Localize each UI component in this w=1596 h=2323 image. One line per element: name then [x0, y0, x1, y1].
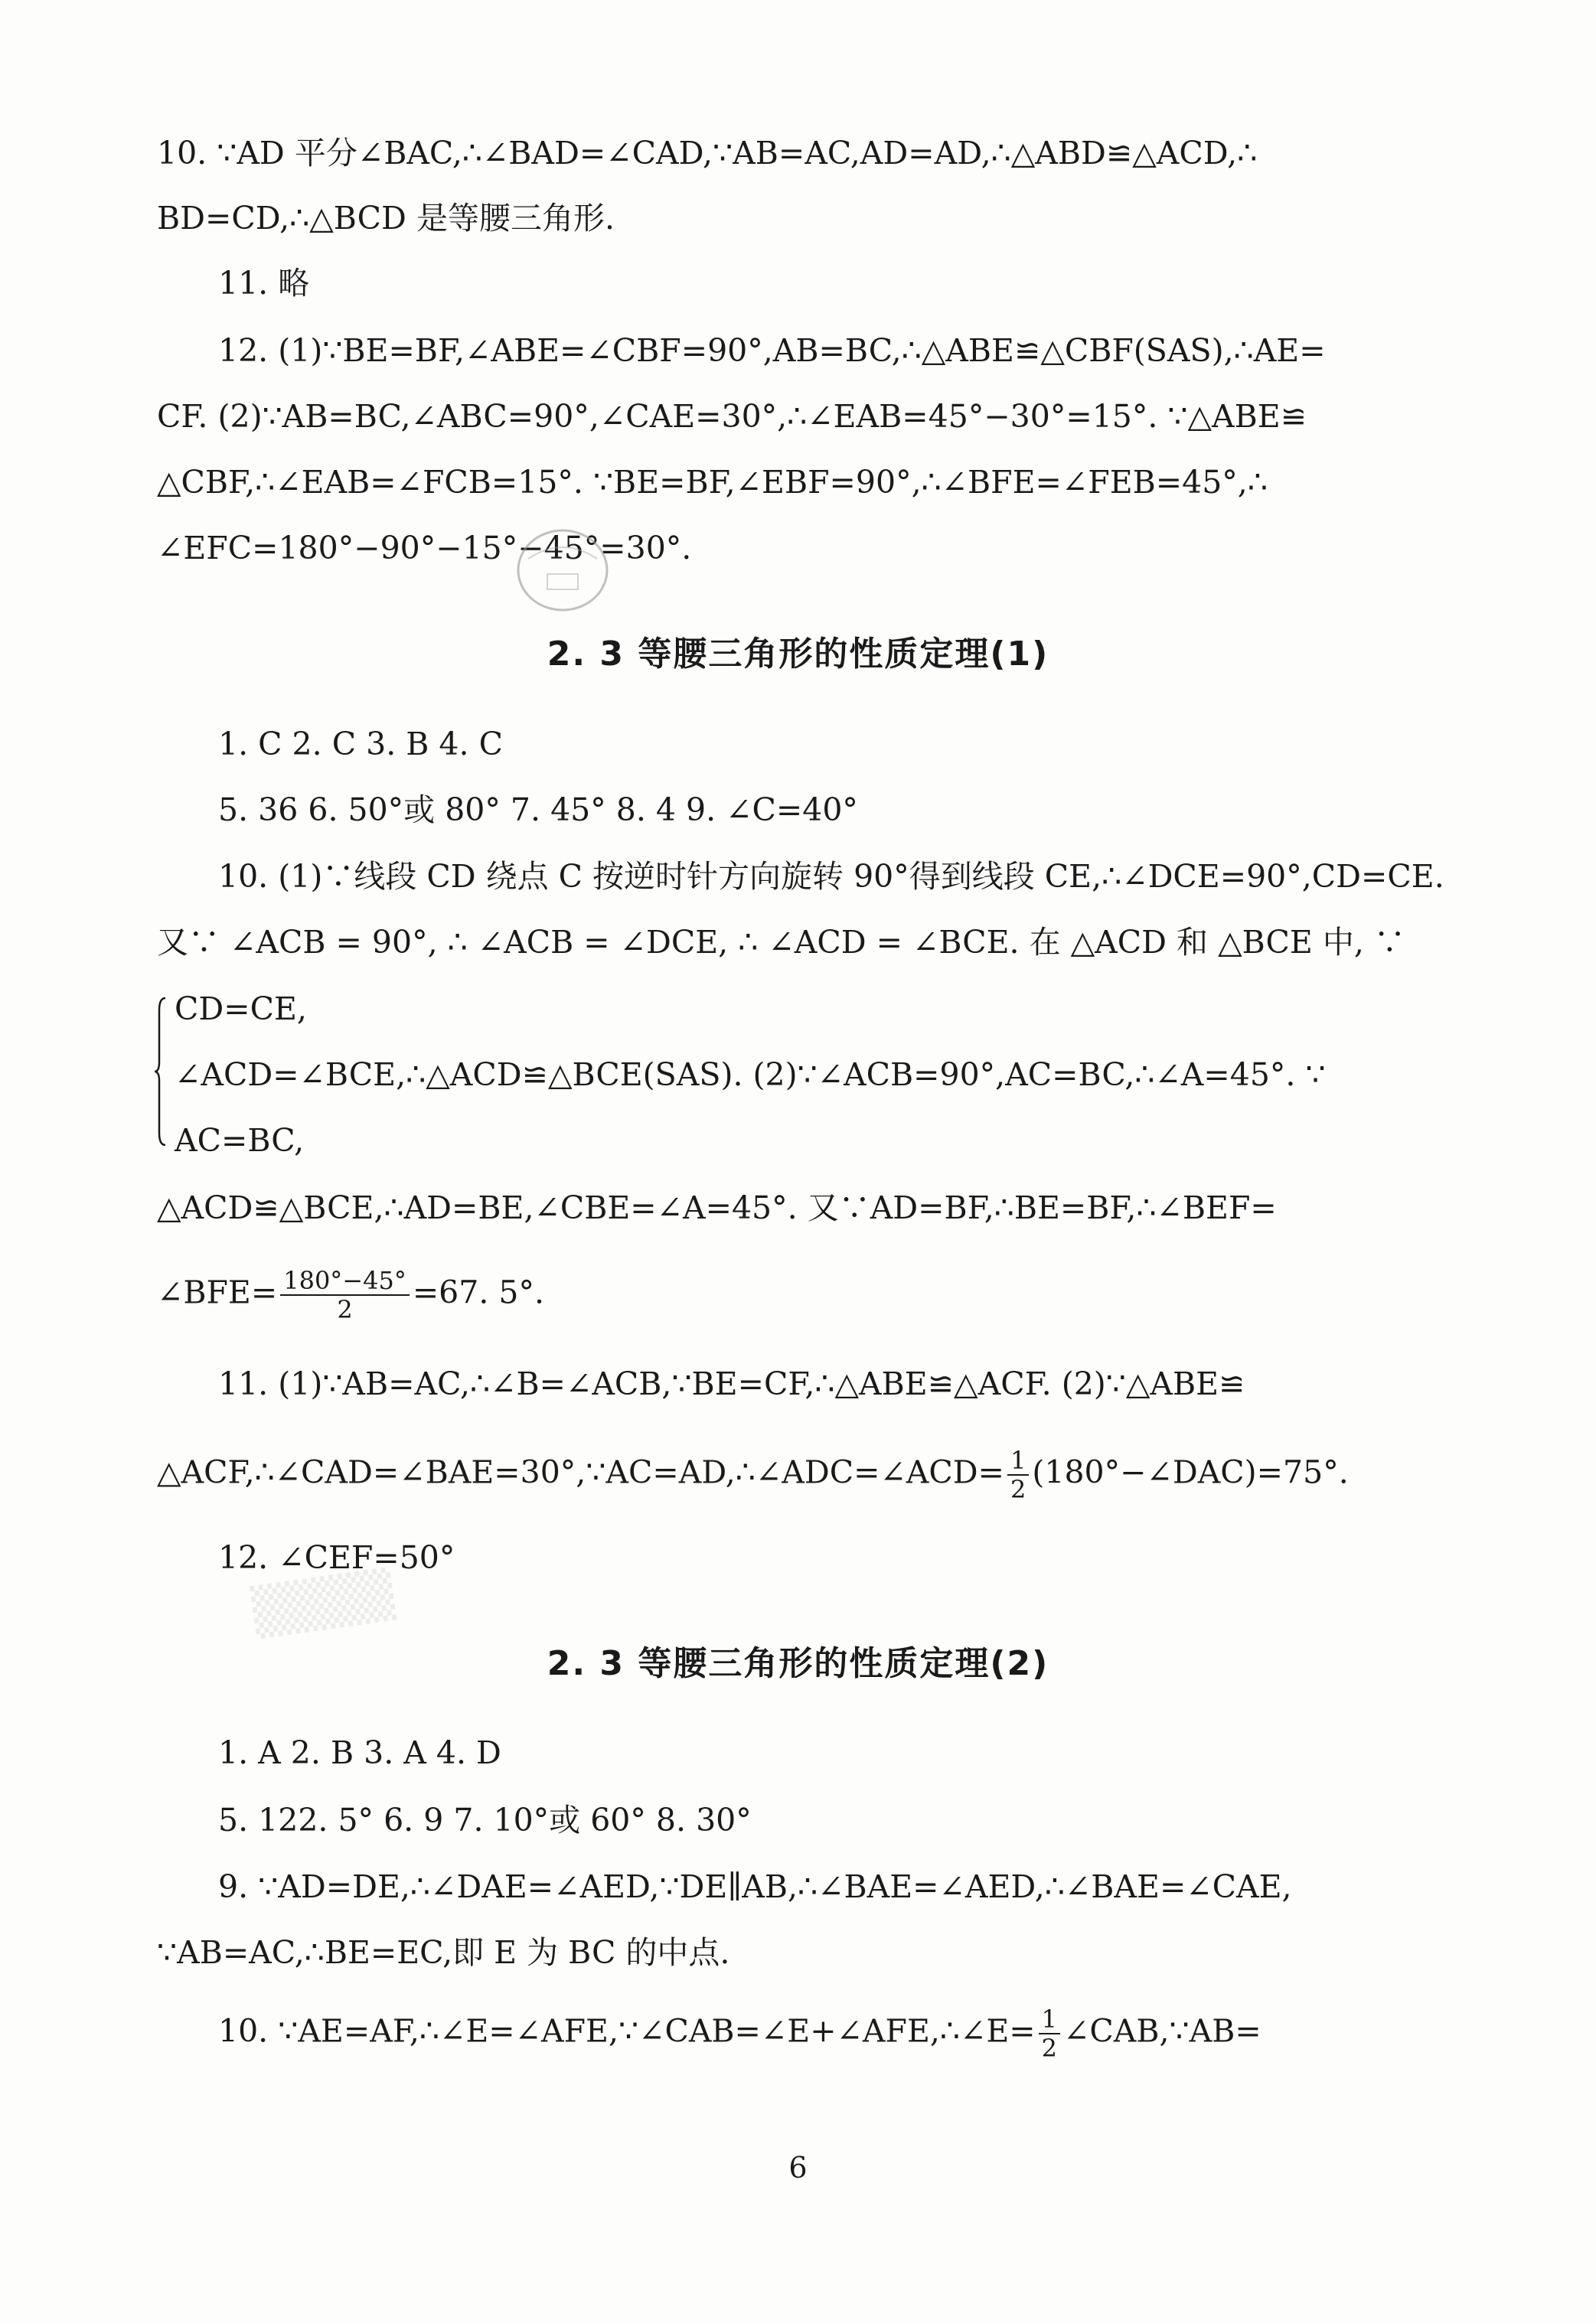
- section-title-1: 2. 3 等腰三角形的性质定理(1): [547, 635, 1049, 674]
- section1-answer-11-line-1: 11. (1)∵AB=AC,∴∠B=∠ACB,∵BE=CF,∴△ABE≌△ACF. (2)∵△ABE≌: [218, 1365, 1245, 1402]
- section1-answer-12: 12. ∠CEF=50°: [218, 1539, 455, 1576]
- brace-line-3: AC=BC,: [175, 1122, 305, 1159]
- left-brace: [153, 995, 168, 1148]
- section1-answers-5-9: 5. 36 6. 50°或 80° 7. 45° 8. 4 9. ∠C=40°: [218, 791, 858, 828]
- fraction-numerator: 1: [1039, 2005, 1060, 2034]
- section2-answers-1-4: 1. A 2. B 3. A 4. D: [218, 1734, 501, 1771]
- fraction-numerator: 1: [1007, 1447, 1029, 1476]
- line-4-prefix: ∠BFE=: [157, 1274, 278, 1311]
- section1-answer-10-line-3: △ACD≌△BCE,∴AD=BE,∠CBE=∠A=45°. 又∵AD=BF,∴BE=BF,∴∠BEF=: [157, 1189, 1277, 1226]
- section1-answer-10-line-4: [157, 1267, 1489, 1323]
- section1-answer-10-line-2: 又∵ ∠ACB = 90°, ∴ ∠ACB = ∠DCE, ∴ ∠ACD = ∠BCE. 在 △ACD 和 △BCE 中, ∵: [157, 924, 1405, 961]
- publisher-stamp-image: [513, 520, 612, 620]
- section1-answers-1-4: 1. C 2. C 3. B 4. C: [218, 726, 503, 762]
- line-2-prefix: △ACF,∴∠CAD=∠BAE=30°,∵AC=AD,∴∠ADC=∠ACD=: [157, 1454, 1004, 1491]
- page-number: 6: [788, 2151, 808, 2184]
- answer-12-line-1: 12. (1)∵BE=BF,∠ABE=∠CBF=90°,AB=BC,∴△ABE≌△CBF(SAS),∴AE=: [218, 332, 1326, 369]
- section-title-2: 2. 3 等腰三角形的性质定理(2): [547, 1644, 1049, 1683]
- watermark-image: ▒▒▒▒: [250, 1567, 397, 1640]
- fraction: [1039, 2005, 1060, 2062]
- line-prefix: 10. ∵AE=AF,∴∠E=∠AFE,∵∠CAB=∠E+∠AFE,∴∠E=: [218, 2012, 1036, 2050]
- brace-line-2: ∠ACD=∠BCE,∴△ACD≌△BCE(SAS). (2)∵∠ACB=90°,AC=BC,∴∠A=45°. ∵: [175, 1056, 1326, 1093]
- section2-answers-5-8: 5. 122. 5° 6. 9 7. 10°或 60° 8. 30°: [218, 1802, 752, 1838]
- fraction-denominator: 2: [337, 1295, 353, 1324]
- section2-answer-9-line-2: ∵AB=AC,∴BE=EC,即 E 为 BC 的中点.: [157, 1934, 730, 1971]
- fraction-denominator: 2: [1010, 1475, 1026, 1504]
- fraction-denominator: 2: [1041, 2034, 1058, 2063]
- answer-12-line-3: △CBF,∴∠EAB=∠FCB=15°. ∵BE=BF,∠EBF=90°,∴∠BFE=∠FEB=45°,∴: [157, 464, 1268, 501]
- line-2-suffix: (180°−∠DAC)=75°.: [1032, 1454, 1349, 1491]
- section2-answer-10-line-1: [218, 2005, 1550, 2062]
- answer-10-line-1: 10. ∵AD 平分∠BAC,∴∠BAD=∠CAD,∵AB=AC,AD=AD,∴△ABD≌△ACD,∴: [157, 135, 1258, 171]
- line-4-suffix: =67. 5°.: [412, 1274, 545, 1311]
- line-suffix: ∠CAB,∵AB=: [1063, 2012, 1261, 2050]
- answer-10-line-2: BD=CD,∴△BCD 是等腰三角形.: [157, 200, 615, 237]
- fraction: [1007, 1447, 1029, 1503]
- fraction: [280, 1267, 410, 1323]
- section1-answer-10-line-1: 10. (1)∵线段 CD 绕点 C 按逆时针方向旋转 90°得到线段 CE,∴∠DCE=90°,CD=CE.: [218, 858, 1444, 895]
- answer-11: 11. 略: [218, 265, 310, 302]
- fraction-numerator: 180°−45°: [280, 1267, 410, 1296]
- section1-answer-11-line-2: [157, 1447, 1489, 1503]
- answer-12-line-4: ∠EFC=180°−90°−15°−45°=30°.: [157, 530, 692, 566]
- section2-answer-9-line-1: 9. ∵AD=DE,∴∠DAE=∠AED,∵DE∥AB,∴∠BAE=∠AED,∴∠BAE=∠CAE,: [218, 1868, 1292, 1905]
- answer-12-line-2: CF. (2)∵AB=BC,∠ABC=90°,∠CAE=30°,∴∠EAB=45°−30°=15°. ∵△ABE≌: [157, 398, 1307, 435]
- brace-line-1: CD=CE,: [175, 990, 307, 1027]
